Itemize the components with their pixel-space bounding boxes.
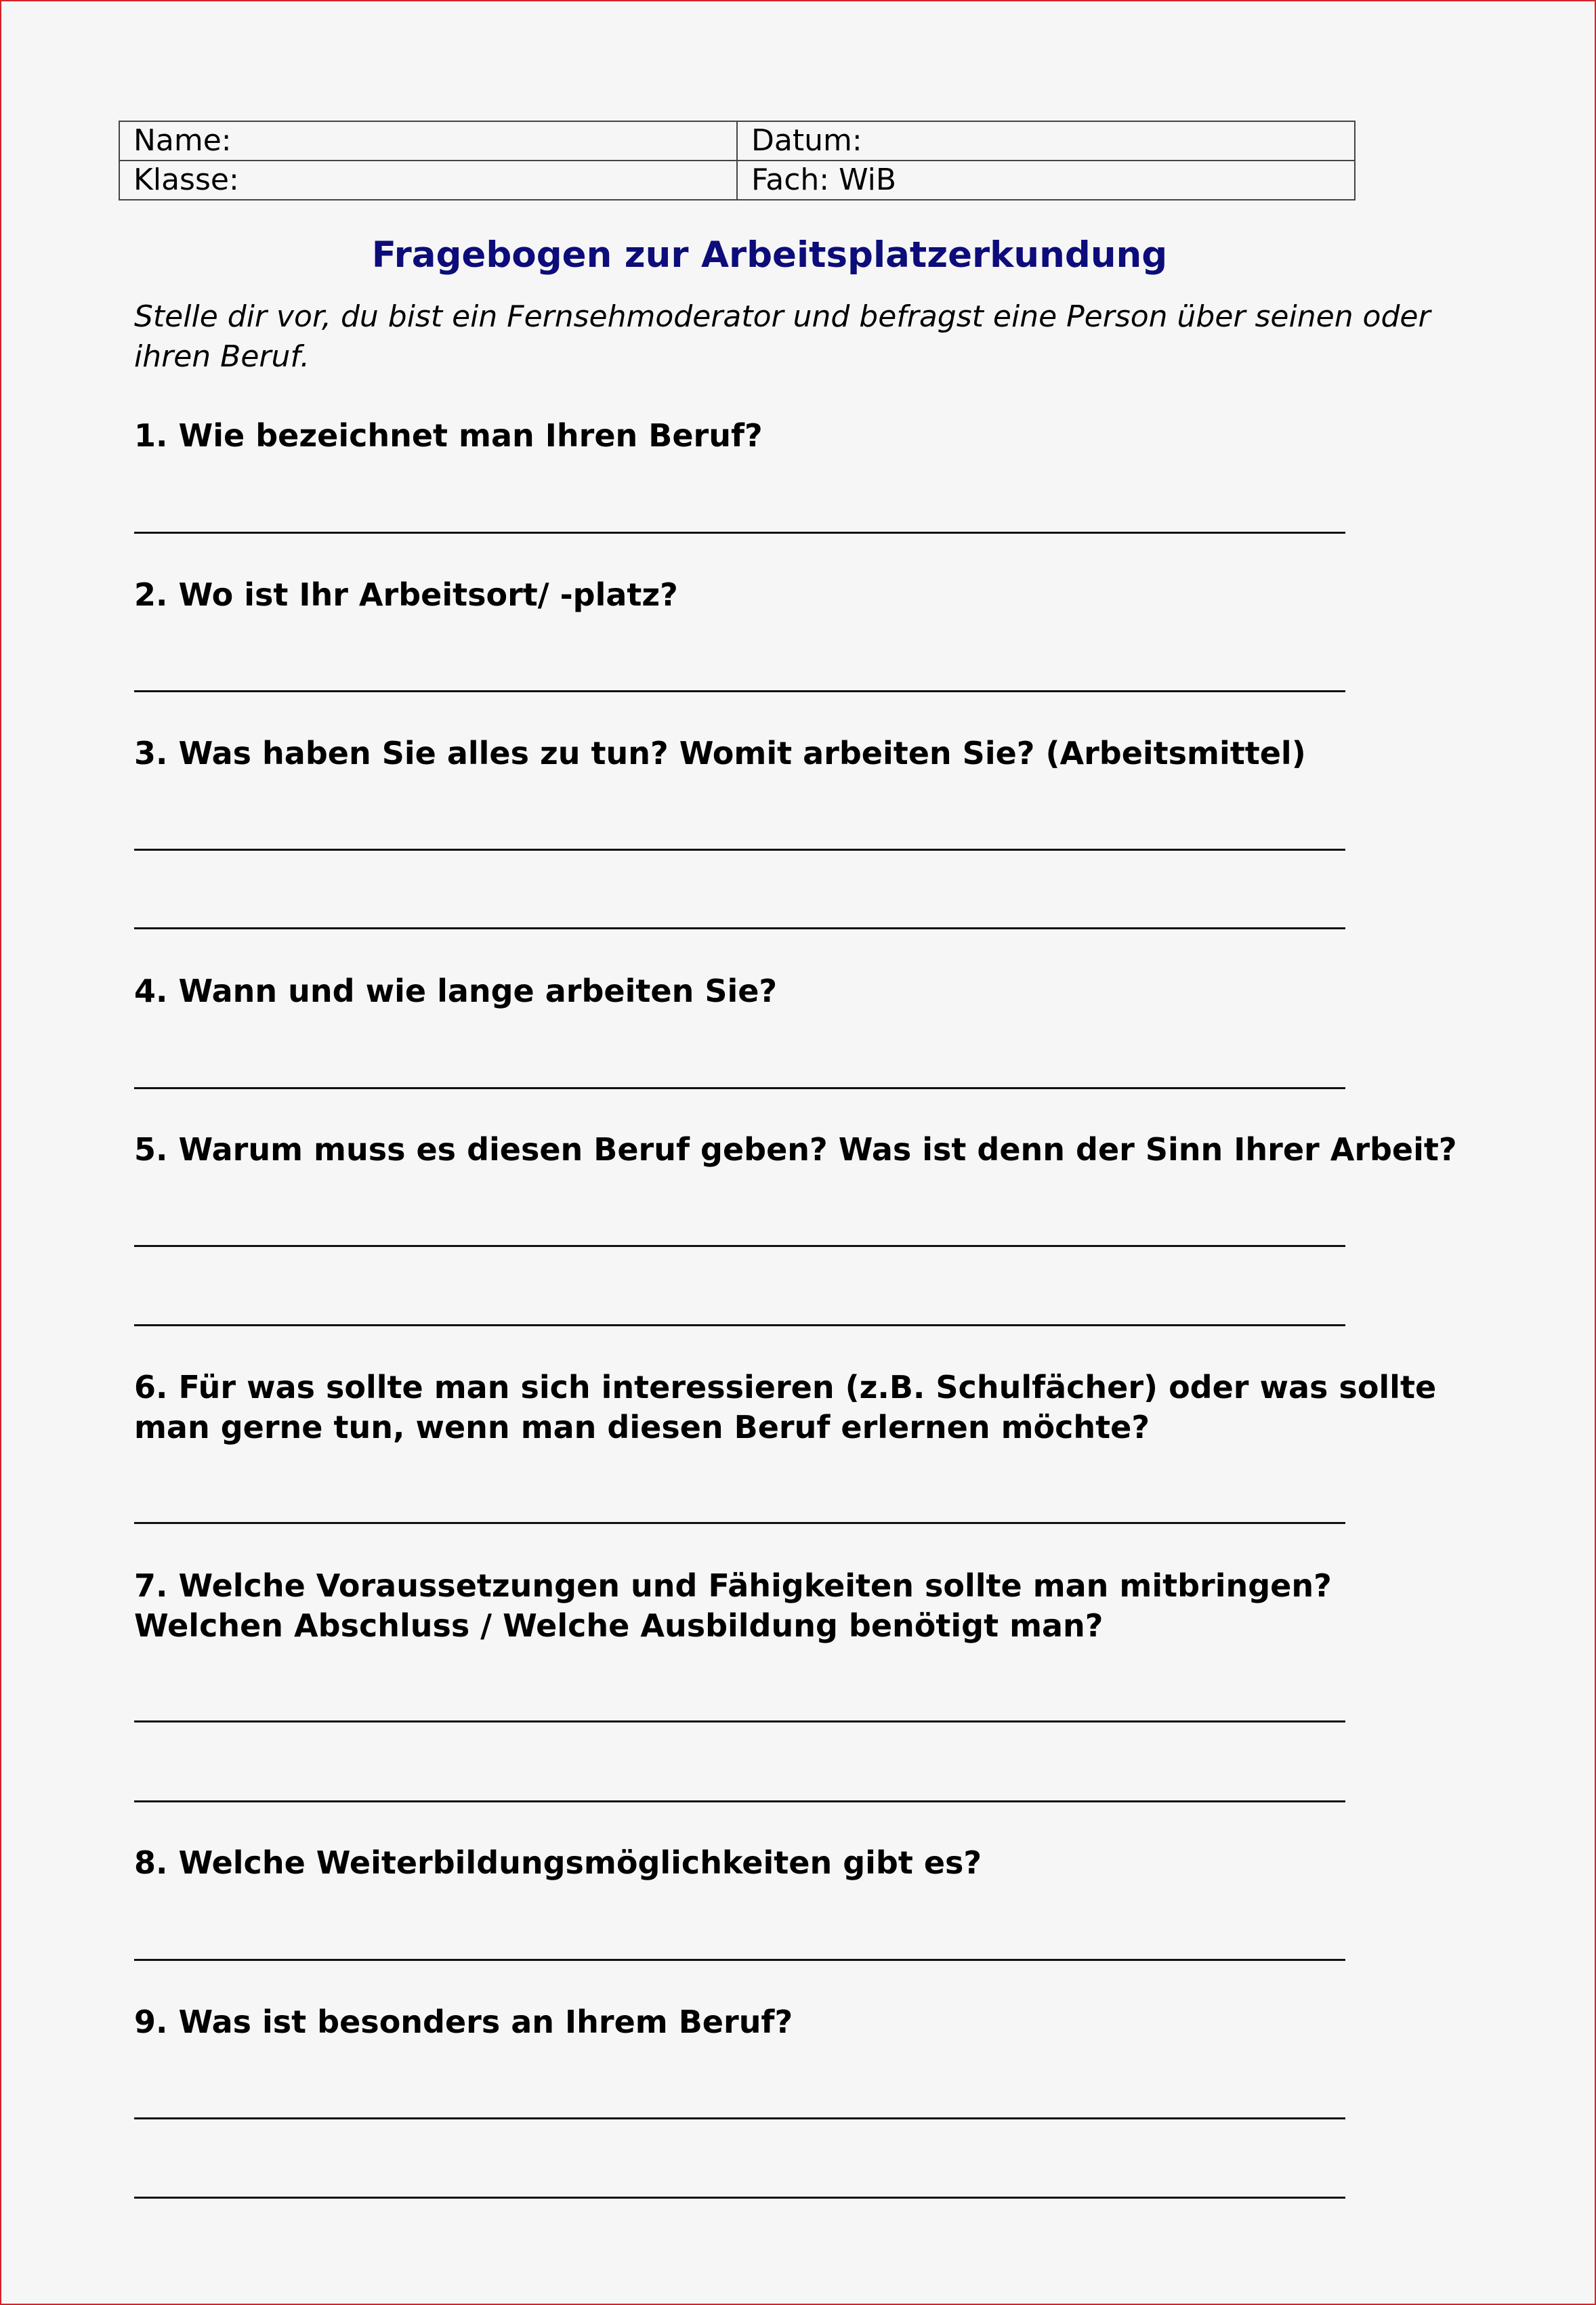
page-title: Fragebogen zur Arbeitsplatzerkundung bbox=[371, 234, 1168, 276]
answer-line-7-1[interactable] bbox=[134, 1720, 1345, 1722]
question-2: 2. Wo ist Ihr Arbeitsort/ -platz? bbox=[134, 576, 678, 613]
answer-line-9-2[interactable] bbox=[134, 2197, 1345, 2199]
answer-line-9-1[interactable] bbox=[134, 2117, 1345, 2119]
header-table bbox=[119, 121, 1356, 200]
class-label: Klasse: bbox=[133, 163, 239, 197]
answer-line-5-1[interactable] bbox=[134, 1245, 1345, 1247]
answer-line-8-1[interactable] bbox=[134, 1959, 1345, 1961]
question-7: 7. Welche Voraussetzungen und Fähigkeiten sollte man mitbringen? Welchen Abschluss / Welche Ausbildung benötigt man? bbox=[134, 1567, 1332, 1644]
header-row-2 bbox=[119, 161, 1355, 200]
answer-line-5-2[interactable] bbox=[134, 1324, 1345, 1326]
question-6: 6. Für was sollte man sich interessieren (z.B. Schulfächer) oder was sollte man gerne tun, wenn man diesen Beruf erlernen möchte? bbox=[134, 1369, 1437, 1445]
answer-line-2-1[interactable] bbox=[134, 690, 1345, 692]
answer-line-3-2[interactable] bbox=[134, 927, 1345, 929]
answer-line-4-1[interactable] bbox=[134, 1087, 1345, 1089]
answer-line-1-1[interactable] bbox=[134, 532, 1345, 534]
question-3: 3. Was haben Sie alles zu tun? Womit arbeiten Sie? (Arbeitsmittel) bbox=[134, 735, 1306, 771]
answer-line-3-1[interactable] bbox=[134, 849, 1345, 851]
header-row-1 bbox=[119, 121, 1355, 161]
subject-field bbox=[737, 161, 1355, 200]
name-label: Name: bbox=[133, 123, 232, 158]
question-9: 9. Was ist besonders an Ihrem Beruf? bbox=[134, 2004, 793, 2040]
date-field[interactable] bbox=[737, 121, 1355, 161]
class-field[interactable] bbox=[119, 161, 737, 200]
subject-label: Fach: WiB bbox=[751, 163, 897, 197]
question-5: 5. Warum muss es diesen Beruf geben? Was ist denn der Sinn Ihrer Arbeit? bbox=[134, 1131, 1457, 1168]
question-1: 1. Wie bezeichnet man Ihren Beruf? bbox=[134, 417, 763, 454]
question-4: 4. Wann und wie lange arbeiten Sie? bbox=[134, 973, 778, 1009]
question-8: 8. Welche Weiterbildungsmöglichkeiten gibt es? bbox=[134, 1844, 982, 1881]
answer-line-7-2[interactable] bbox=[134, 1800, 1345, 1802]
answer-line-6-1[interactable] bbox=[134, 1522, 1345, 1524]
intro-text: Stelle dir vor, du bist ein Fernsehmoderator und befragst eine Person über seinen oder ihren Beruf. bbox=[134, 299, 1431, 374]
date-label: Datum: bbox=[751, 123, 862, 158]
name-field[interactable] bbox=[119, 121, 737, 161]
